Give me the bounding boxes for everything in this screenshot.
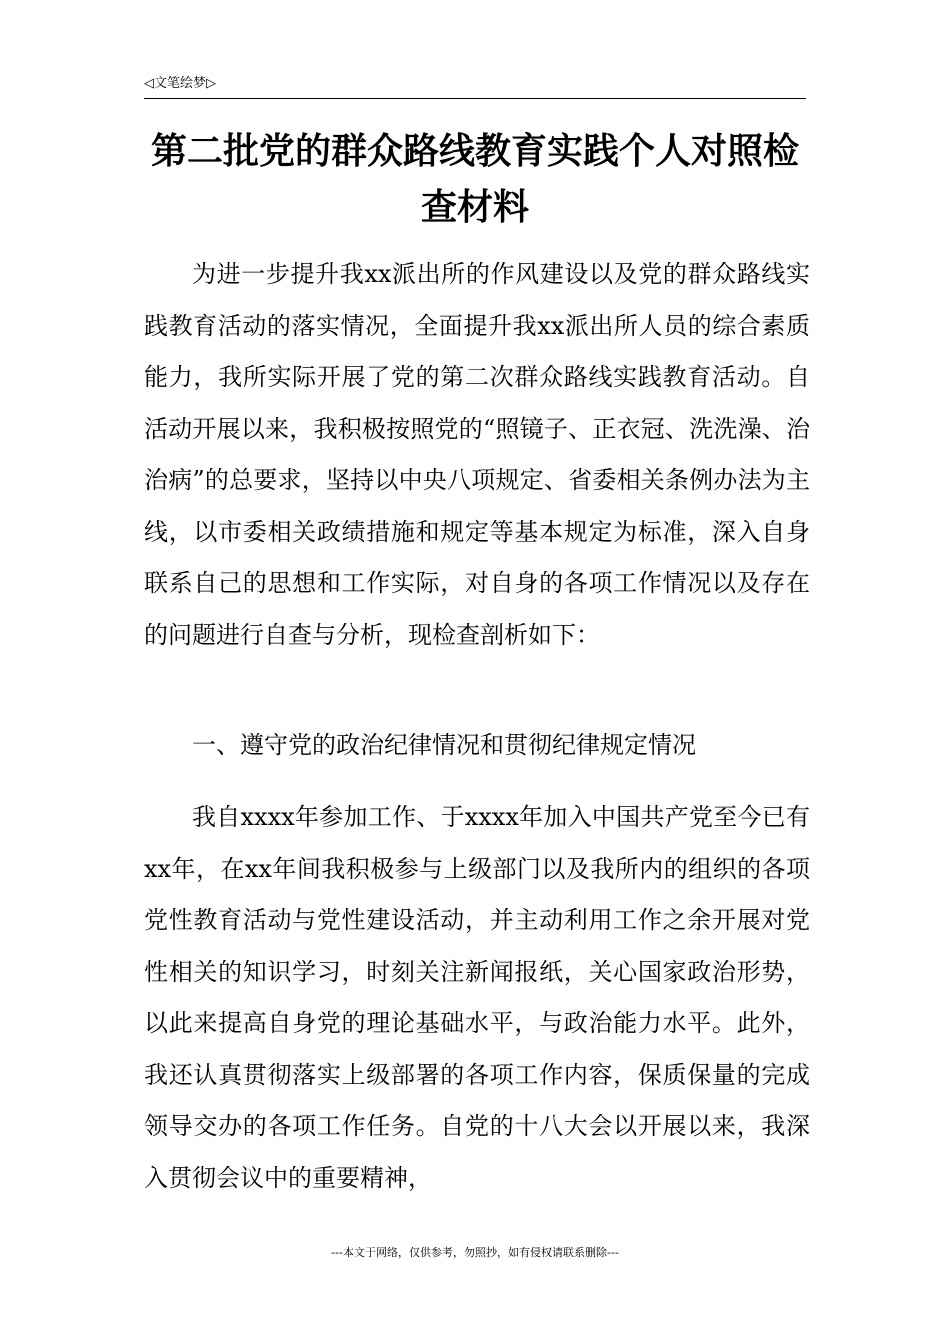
page-footer-disclaimer: ---本文于网络，仅供参考，勿照抄，如有侵权请联系删除--- <box>331 1246 619 1259</box>
header-label: ◁文笔绘梦▷ <box>144 76 216 91</box>
body-paragraph-section-1: 我自xxxx年参加工作、于xxxx年加入中国共产党至今已有xx年，在xx年间我积极参与上级部门以及我所内的组织的各项党性教育活动与党性建设活动，并主动利用工作之余开展对党性相关的知识学习，时刻关注新闻报纸，关心国家政治形势，以此来提高自身党的理论基础水平，与政治能力水平。此外，我还认真贯彻落实上级部署的各项工作内容，保质保量的完成领导交办的各项工作任务。自党的十八大会以开展以来，我深入贯彻会议中的重要精神， <box>144 803 810 1192</box>
section-heading: 一、遵守党的政治纪律情况和贯彻纪律规定情况 <box>192 731 696 759</box>
document-title: 第二批党的群众路线教育实践个人对照检查材料 <box>150 131 799 228</box>
body-paragraph-intro: 为进一步提升我xx派出所的作风建设以及党的群众路线实践教育活动的落实情况，全面提升我xx派出所人员的综合素质能力，我所实际开展了党的第二次群众路线实践教育活动。自活动开展以来，我积极按照党的“照镜子、正衣冠、洗洗澡、治治病”的总要求，坚持以中央八项规定、省委相关条例办法为主线，以市委相关政绩措施和规定等基本规定为标准，深入自身联系自己的思想和工作实际，对自身的各项工作情况以及存在的问题进行自查与分析，现检查剖析如下： <box>144 260 810 649</box>
page-header <box>144 74 806 99</box>
